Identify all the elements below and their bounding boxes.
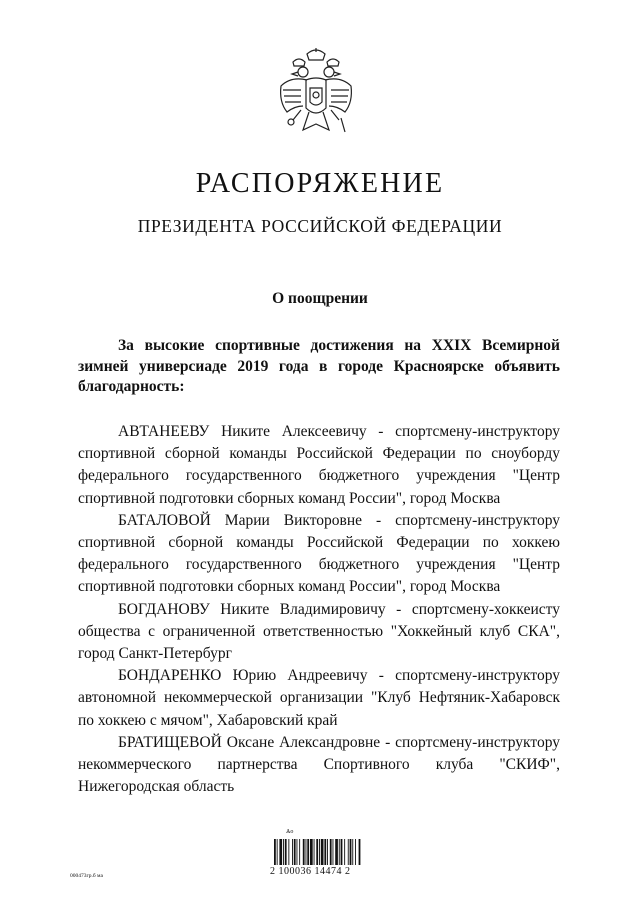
barcode-mark: Ѧо [286, 829, 294, 835]
award-entry: БАТАЛОВОЙ Марии Викторовне - спортсмену-инструктору спортивной сборной команды Российской Федерации по хоккею федерального государственного бюджетного учреждения "Центр спортивной подготовки сборных команд России", город Москва [78, 511, 560, 596]
award-entry: БРАТИЩЕВОЙ Оксане Александровне - спортсмену-инструктору некоммерческого партнерства Спортивного клуба "СКИФ", Нижегородская область [78, 733, 560, 796]
award-entry: АВТАНЕЕВУ Никите Алексеевичу - спортсмену-инструктору спортивной сборной команды Российской Федерации по сноуборду федерального государственного бюджетного учреждения "Центр спортивной подготовки сборных команд России", город Москва [78, 423, 560, 507]
document-reference: 000473гр.б ма [70, 873, 103, 879]
document-subtitle: ПРЕЗИДЕНТА РОССИЙСКОЙ ФЕДЕРАЦИИ [137, 216, 503, 236]
document-title: РАСПОРЯЖЕНИЕ [195, 168, 445, 199]
document-subject: О поощрении [272, 290, 368, 307]
award-entry: БОГДАНОВУ Никите Владимировичу - спортсмену-хоккеисту общества с ограниченной ответственностью "Хоккейный клуб СКА", город Санкт-Петербург [78, 600, 560, 663]
barcode-number: 2 100036 14474 2 [270, 866, 351, 877]
coat-of-arms-icon [273, 46, 359, 146]
document-intro: За высокие спортивные достижения на XXIX Всемирной зимней универсиаде 2019 года в городе Красноярске объявить благодарность: [78, 337, 560, 395]
award-list [78, 421, 560, 798]
award-entry: БОНДАРЕНКО Юрию Андреевичу - спортсмену-инструктору автономной некоммерческой организации "Клуб Нефтяник-Хабаровск по хоккею с мячом", Хабаровский край [78, 667, 560, 729]
